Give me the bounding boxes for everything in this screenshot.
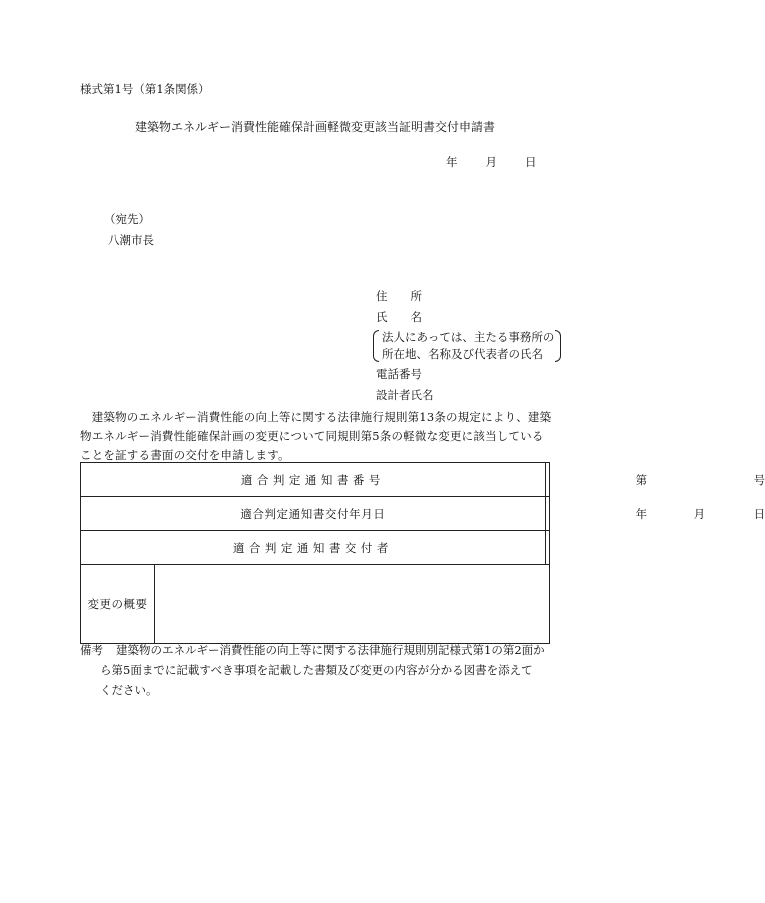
notice-date-year: 年 bbox=[635, 506, 648, 521]
application-table bbox=[80, 462, 765, 644]
corporate-note bbox=[376, 329, 554, 363]
table-row bbox=[81, 565, 550, 644]
addressee-name: 八潮市長 bbox=[108, 233, 154, 247]
change-summary-field[interactable] bbox=[155, 565, 550, 644]
notice-issuer-field[interactable] bbox=[545, 531, 549, 565]
application-statement: 建築物のエネルギー消費性能の向上等に関する法律施行規則第13条の規定により、建築物エネルギー消費性能確保計画の変更について同規則第5条の軽微な変更に該当していることを証する書面の交付を申請します。 bbox=[80, 410, 552, 462]
application-date bbox=[446, 154, 537, 170]
notice-number-go: 号 bbox=[753, 472, 765, 487]
notice-number-field[interactable] bbox=[545, 463, 765, 497]
date-year: 年 bbox=[446, 155, 458, 169]
bracket-right bbox=[555, 330, 561, 362]
document-title: 建築物エネルギー消費性能確保計画軽微変更該当証明書交付申請書 bbox=[134, 120, 495, 134]
bracket-left bbox=[373, 330, 379, 362]
designer-name: 設計者氏名 bbox=[376, 388, 434, 402]
notice-number-label: 適合判定通知書番号 bbox=[81, 463, 546, 497]
change-summary-label: 変更の概要 bbox=[81, 565, 155, 644]
table-row bbox=[81, 497, 550, 531]
notice-date-field[interactable] bbox=[545, 497, 765, 531]
remarks bbox=[80, 640, 560, 700]
notice-date-label: 適合判定通知書交付年月日 bbox=[81, 497, 546, 531]
date-month: 月 bbox=[485, 155, 497, 169]
corporate-note-line2: 所在地、名称及び代表者の氏名 bbox=[382, 347, 543, 361]
applicant-block bbox=[376, 286, 554, 406]
notice-number-dai: 第 bbox=[635, 472, 648, 487]
applicant-name: 氏 名 bbox=[376, 310, 422, 324]
date-day: 日 bbox=[525, 155, 537, 169]
corporate-note-line1: 法人にあっては、主たる事務所の bbox=[382, 330, 555, 344]
notice-issuer-label: 適合判定通知書交付者 bbox=[81, 531, 546, 565]
notice-date-month: 月 bbox=[693, 506, 706, 521]
notice-date-day: 日 bbox=[753, 506, 765, 521]
form-number: 様式第1号（第1条関係） bbox=[80, 82, 210, 96]
remarks-head: 備考 bbox=[80, 643, 103, 657]
addressee-label: （宛先） bbox=[104, 212, 150, 226]
table-row bbox=[81, 463, 550, 497]
table-row bbox=[81, 531, 550, 565]
remarks-line1: 建築物のエネルギー消費性能の向上等に関する法律施行規則別記様式第1の第2面か bbox=[116, 643, 545, 657]
applicant-phone: 電話番号 bbox=[376, 367, 422, 381]
applicant-address: 住 所 bbox=[376, 289, 422, 303]
remarks-line2: ら第5面までに記載すべき事項を記載した書類及び変更の内容が分かる図書を添えて bbox=[100, 663, 533, 677]
remarks-line3: ください。 bbox=[100, 683, 158, 697]
